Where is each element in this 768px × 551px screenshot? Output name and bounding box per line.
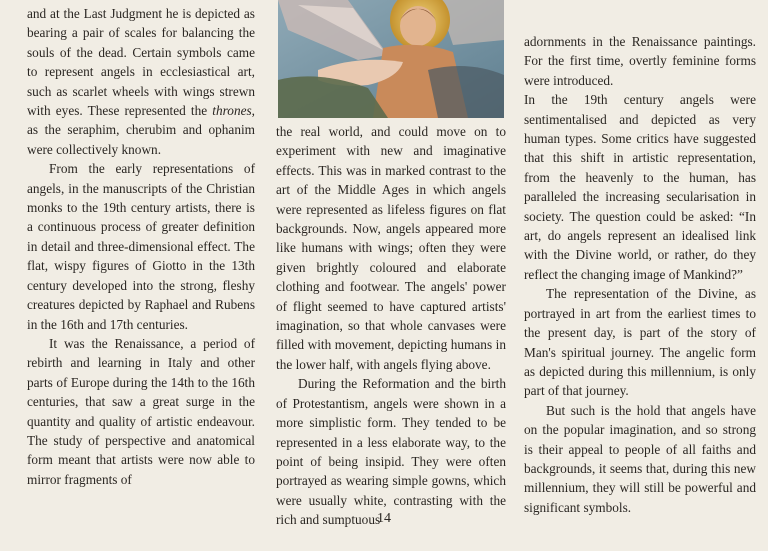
paragraph: In the 19th century angels were sentimentalised and depicted as very human types. Some critics have suggested that this shift in artistic representation, from the heavenly to the human, has paralleled the increasing secularisation in society. The question could be asked: “In art, do angels represent an idealised link with the Divine world, or rather, do they reflect the changing image of Mankind?” [524,92,756,282]
paragraph: The representation of the Divine, as portrayed in art from the earliest times to the present day, is part of the story of Man's spiritual journey. The angelic form as depicted during this millennium, is only part of that journey. [524,286,756,399]
text-column-right [524,32,756,517]
text-column-middle [276,122,506,530]
paragraph: and at the Last Judgment he is depicted as bearing a pair of scales for balancing the souls of the dead. Certain symbols came to represent angels in ecclesiastical art, such as scarlet wheels with wings strewn with eyes. These represented the thrones, as the seraphim, cherubim and ophanim were collectively known. [27,6,255,157]
angel-face [400,6,436,46]
emphasis-thrones: thrones [212,103,252,119]
page-number: 14 [377,511,391,526]
fresco-shadow [428,66,504,118]
angel-illustration [278,0,504,118]
paragraph: adornments in the Renaissance paintings. For the first time, overtly feminine forms were introduced. [524,34,756,88]
paragraph: From the early representations of angels, in the manuscripts of the Christian monks to the 19th century artists, there is a continuous process of greater definition in detail and three-dimensional effect. The flat, wispy figures of Giotto in the 13th century developed into the strong, fleshy creatures depicted by Raphael and Rubens in the 16th and 17th centuries. [27,161,255,332]
angel-fresco-image [278,0,504,118]
paragraph: the real world, and could move on to experiment with new and imaginative effects. This was in marked contrast to the art of the Middle Ages in which angels were represented as lifeless figures on flat backgrounds. Now, angels appeared more like humans with wings; often they were given brightly coloured and elaborate clothing and footwear. The angels' power of flight seemed to have captured artists' imagination, so that whole canvases were filled with movement, depicting humans in the lower half, with angels flying above. [276,124,506,372]
paragraph: But such is the hold that angels have on the popular imagination, and so strong is their appeal to people of all faiths and backgrounds, it seems that, during this new millennium, they will still be powerful and significant symbols. [524,402,756,515]
text-column-left [27,4,255,489]
paragraph: During the Reformation and the birth of Protestantism, angels were shown in a more simplistic form. They tended to be represented in a less elaborate way, to the point of being insipid. They were often portrayed as wearing simple gowns, which were usually white, contrasting with the rich and sumptuous [276,376,506,528]
paragraph: It was the Renaissance, a period of rebirth and learning in Italy and other parts of Europe during the 14th to the 16th centuries, that saw a great surge in the quantity and quality of artistic endeavour. The study of perspective and anatomical form meant that artists were now able to mirror fragments of [27,335,255,487]
